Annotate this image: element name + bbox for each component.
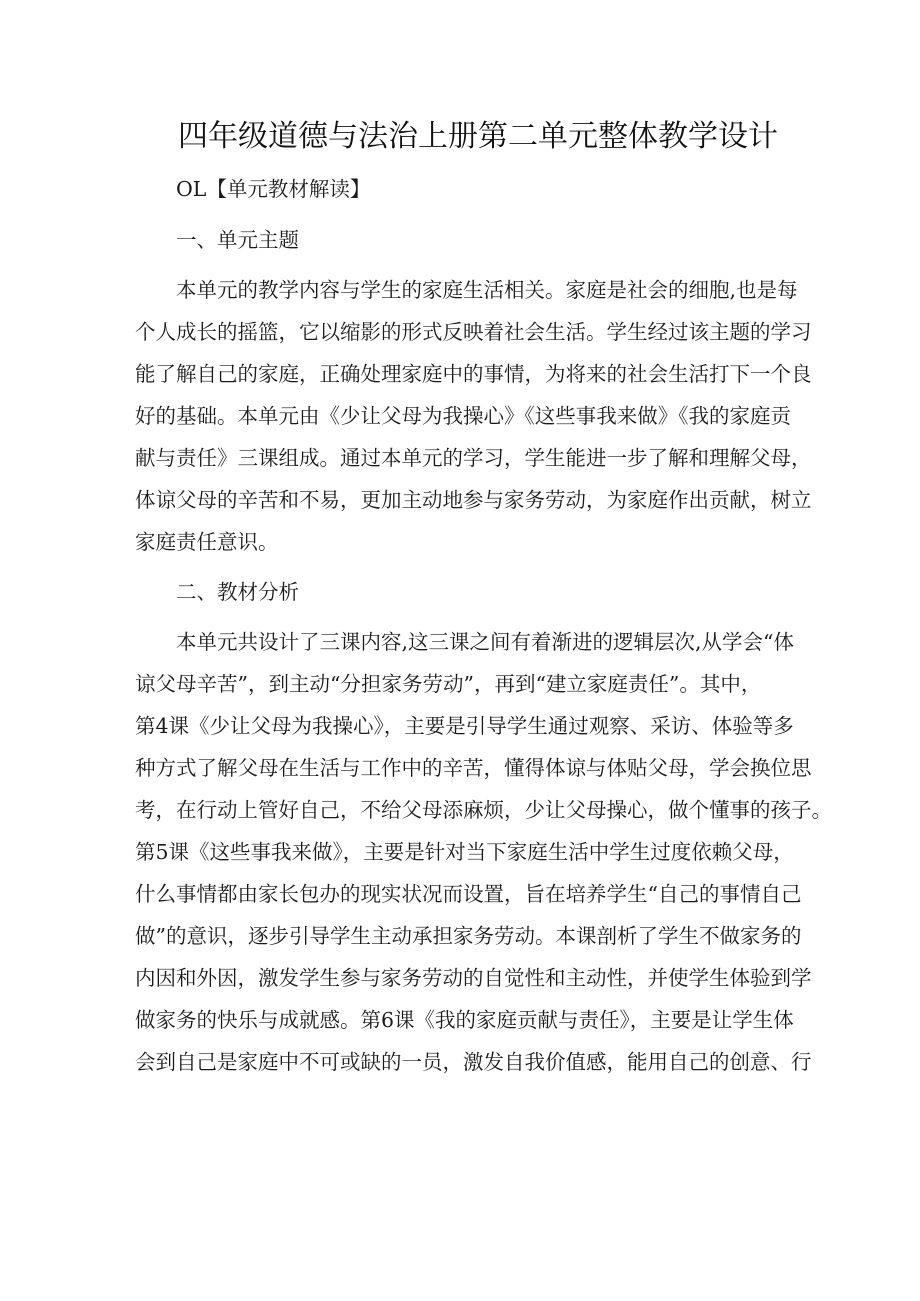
- paragraph-line: 内因和外因，激发学生参与家务劳动的自觉性和主动性，并使学生体验到学: [135, 966, 812, 990]
- paragraph-line: 献与责任》三课组成。通过本单元的学习，学生能进一步了解和理解父母，: [135, 446, 812, 470]
- paragraph-line: 第4课《少让父母为我操心》，主要是引导学生通过观察、采访、体验等多: [135, 714, 794, 738]
- paragraph-line: 种方式了解父母在生活与工作中的辛苦，懂得体谅与体贴父母，学会换位思: [135, 756, 812, 780]
- section-label: OL【单元教材解读】: [176, 177, 371, 201]
- paragraph-line: 个人成长的摇篮，它以缩影的形式反映着社会生活。学生经过该主题的学习: [135, 320, 812, 344]
- document-title: 四年级道德与法治上册第二单元整体教学设计: [178, 119, 778, 154]
- paragraph-line: 本单元的教学内容与学生的家庭生活相关。家庭是社会的细胞,也是每: [176, 278, 798, 302]
- paragraph-line: 体谅父母的辛苦和不易，更加主动地参与家务劳动，为家庭作出贡献，树立: [135, 488, 812, 512]
- paragraph-line: 第5课《这些事我来做》，主要是针对当下家庭生活中学生过度依赖父母，: [135, 840, 794, 864]
- heading-material-analysis: 二、教材分析: [176, 580, 299, 604]
- paragraph-line: 考，在行动上管好自己，不给父母添麻烦，少让父母操心，做个懂事的孩子。: [135, 798, 832, 822]
- paragraph-line: 做”的意识，逐步引导学生主动承担家务劳动。本课剖析了学生不做家务的: [135, 924, 802, 948]
- paragraph-line: 做家务的快乐与成就感。第6课《我的家庭贡献与责任》，主要是让学生体: [135, 1008, 794, 1032]
- heading-unit-theme: 一、单元主题: [176, 228, 299, 252]
- paragraph-line: 好的基础。本单元由《少让父母为我操心》《这些事我来做》《我的家庭贡: [135, 404, 791, 428]
- paragraph-line: 家庭责任意识。: [135, 530, 279, 554]
- paragraph-line: 本单元共设计了三课内容,这三课之间有着渐进的逻辑层次,从学会“体: [176, 630, 795, 654]
- paragraph-line: 什么事情都由家长包办的现实状况而设置，旨在培养学生“自己的事情自己: [135, 882, 802, 906]
- paragraph-line: 会到自己是家庭中不可或缺的一员，激发自我价值感，能用自己的创意、行: [135, 1050, 812, 1074]
- paragraph-line: 谅父母辛苦”，到主动“分担家务劳动”，再到“建立家庭责任”。其中，: [135, 672, 762, 696]
- paragraph-line: 能了解自己的家庭，正确处理家庭中的事情，为将来的社会生活打下一个良: [135, 362, 812, 386]
